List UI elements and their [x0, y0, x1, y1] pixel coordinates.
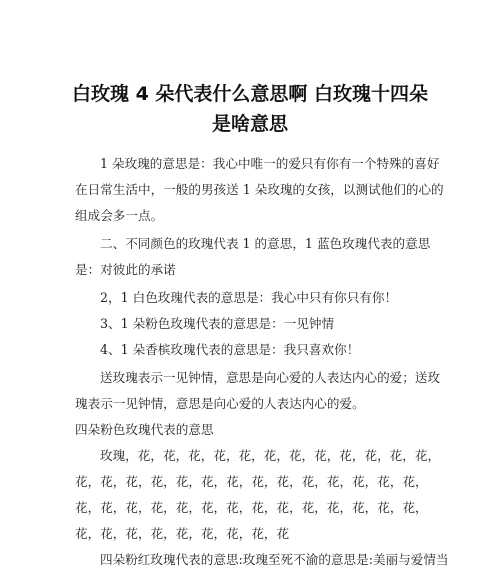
paragraph-line: 在日常生活中，一般的男孩送 1 朵玫瑰的女孩，以测试他们的心的	[75, 182, 444, 197]
document-title-line-2: 是啥意思	[211, 113, 288, 135]
paragraph-line: 二、不同颜色的玫瑰代表 1 的意思，1 蓝色玫瑰代表的意思	[100, 236, 431, 251]
paragraph-line: 花，花，花，花，花，花，花，花，花，花，花，花，花，花，	[75, 500, 428, 515]
paragraph-line: 四朵粉红玫瑰代表的意思:玫瑰至死不渝的意思是:美丽与爱情当	[100, 552, 449, 567]
paragraph-line: 2，1 白色玫瑰代表的意思是：我心中只有你只有你！	[100, 290, 398, 305]
paragraph-line: 花，花，花，花，花，花，花，花，花	[75, 526, 290, 541]
paragraph-line: 3、1 朵粉色玫瑰代表的意思是：一见钟情	[100, 316, 335, 331]
paragraph-line: 瑰表示一见钟情，意思是向心爱的人表达内心的爱。	[75, 396, 365, 411]
paragraph-line: 4、1 朵香槟玫瑰代表的意思是：我只喜欢你！	[100, 342, 360, 357]
paragraph-line: 玫瑰，花，花，花，花，花，花，花，花，花，花，花，花，	[100, 448, 441, 463]
paragraph-line: 四朵粉色玫瑰代表的意思	[75, 422, 214, 437]
paragraph-line: 组成会多一点。	[75, 208, 164, 223]
document-title-line-1: 白玫瑰 4 朵代表什么意思啊 白玫瑰十四朵	[71, 83, 429, 105]
paragraph-line: 送玫瑰表示一见钟情，意思是向心爱的人表达内心的爱；送玫	[100, 370, 441, 385]
paragraph-line: 1 朵玫瑰的意思是：我心中唯一的爱只有你有一个特殊的喜好	[100, 156, 440, 171]
paragraph-line: 是：对彼此的承诺	[75, 262, 176, 277]
paragraph-line: 花，花，花，花，花，花，花，花，花，花，花，花，花，花，	[75, 474, 428, 489]
